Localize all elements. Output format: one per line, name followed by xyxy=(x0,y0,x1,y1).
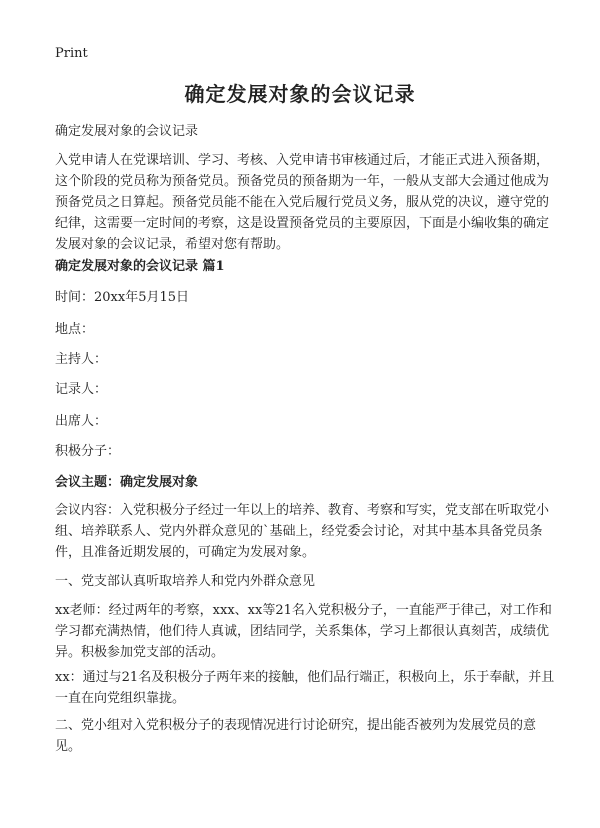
meeting-topic: 会议主题：确定发展对象 xyxy=(55,475,199,490)
page-title: 确定发展对象的会议记录 xyxy=(184,82,416,106)
point-two: 二、党小组对入党积极分子的表现情况进行讨论研究，提出能否被列为发展党员的意见。 xyxy=(55,718,537,754)
point-one: 一、党支部认真听取培养人和党内外群众意见 xyxy=(55,574,316,589)
meeting-place: 地点： xyxy=(55,322,95,337)
meeting-host: 主持人： xyxy=(55,352,108,367)
meeting-attendees: 出席人： xyxy=(55,414,108,429)
section-heading: 确定发展对象的会议记录 篇1 xyxy=(55,259,225,274)
print-label: Print xyxy=(55,46,88,61)
document-subtitle: 确定发展对象的会议记录 xyxy=(55,124,199,139)
meeting-recorder: 记录人： xyxy=(55,382,108,397)
meeting-activists: 积极分子： xyxy=(55,444,121,459)
meeting-content: 会议内容：入党积极分子经过一年以上的培养、教育、考察和写实，党支部在听取党小组、培养联系人、党内外群众意见的`基础上，经党委会讨论，对其中基本具备党员条件，且准备近期发展的，可确定为发展对象。 xyxy=(55,503,550,560)
xx-comment: xx：通过与21名及积极分子两年来的接触，他们品行端正，积极向上，乐于奉献，并且一直在向党组织靠拢。 xyxy=(55,670,555,706)
teacher-comment: xx老师：经过两年的考察，xxx、xx等21名入党积极分子，一直能严于律己，对工作和学习都充满热情，他们待人真诚，团结同学，关系集体，学习上都很认真刻苦，成绩优异。积极参加党支部的活动。 xyxy=(55,603,552,660)
meeting-time: 时间：20xx年5月15日 xyxy=(55,290,190,305)
intro-paragraph: 入党申请人在党课培训、学习、考核、入党申请书审核通过后，才能正式进入预备期，这个阶段的党员称为预备党员。预备党员的预备期为一年，一般从支部大会通过他成为预备党员之日算起。预备党员能不能在入党后履行党员义务，服从党的决议，遵守党的纪律，这需要一定时间的考察，这是设置预备党员的主要原因，下面是小编收集的确定发展对象的会议记录，希望对您有帮助。 xyxy=(55,153,550,252)
